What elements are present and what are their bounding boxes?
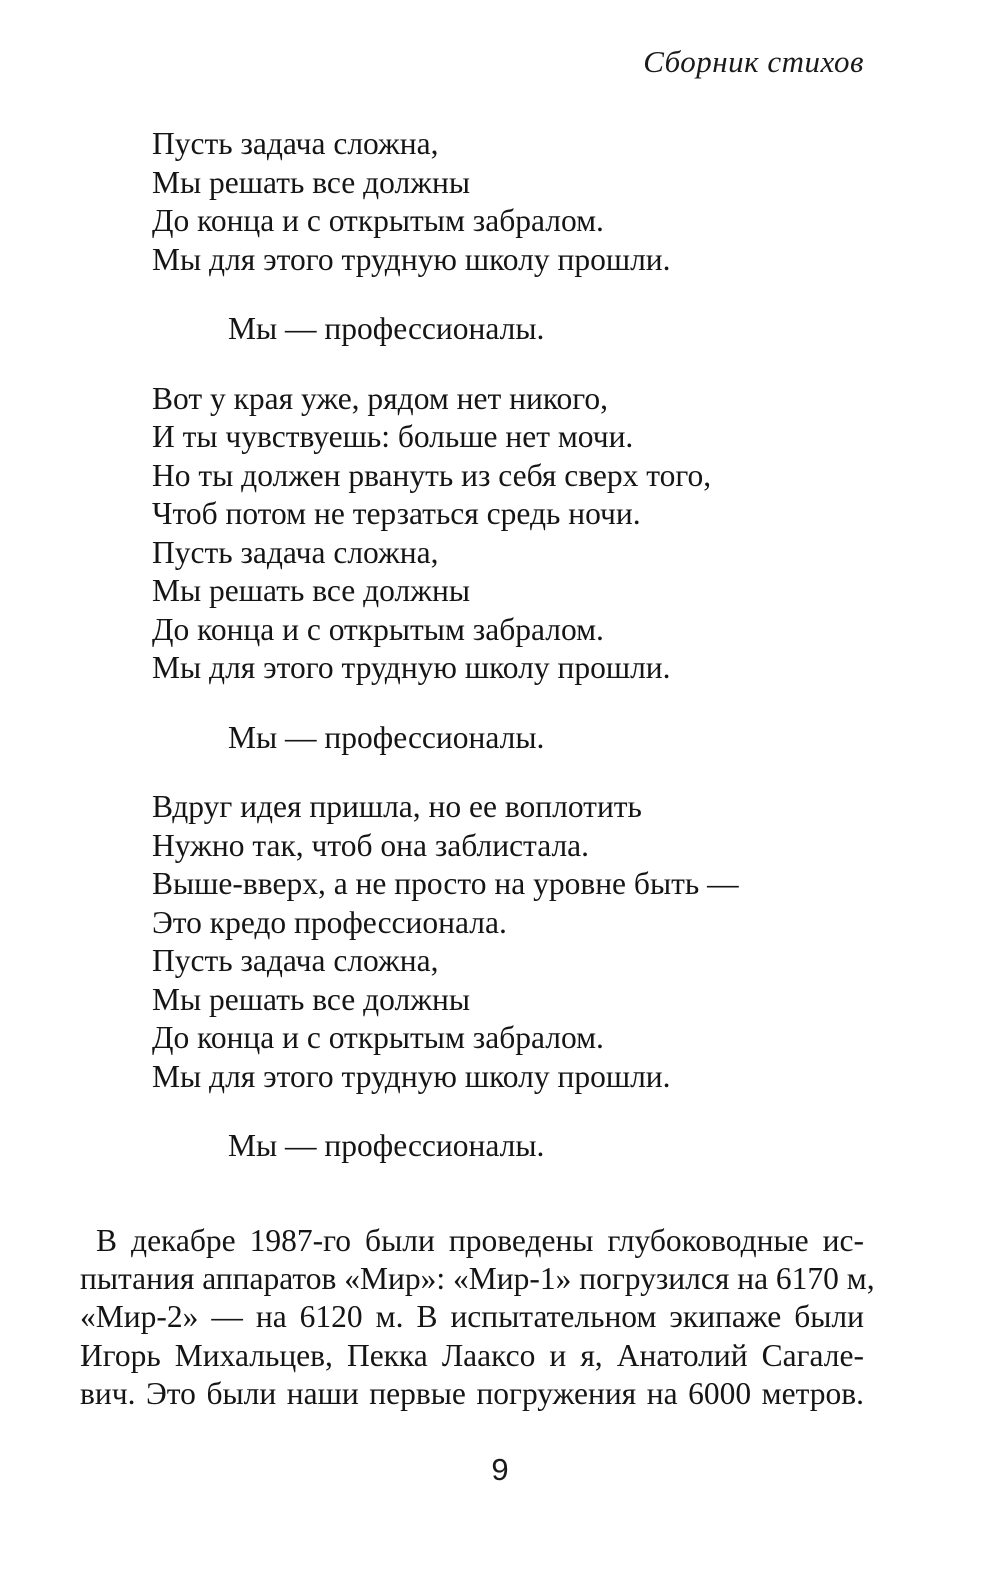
prose-line: В декабре 1987-го были проведены глубоководные ис- — [96, 1223, 864, 1258]
poem-line: Чтоб потом не терзаться средь ночи. — [152, 496, 641, 531]
poem-line: Но ты должен рвануть из себя сверх того, — [152, 457, 712, 493]
poem-stanza-1 — [152, 125, 872, 279]
poem-line: Мы решать все должны — [152, 164, 470, 200]
poem-line: Вдруг идея пришла, но ее воплотить — [152, 789, 642, 824]
page-number: 9 — [491, 1452, 509, 1487]
poem-line: Мы для этого трудную школу прошли. — [152, 650, 671, 685]
poem — [152, 125, 872, 1197]
poem-line: До конца и с открытым забралом. — [152, 203, 604, 238]
poem-line: Мы для этого трудную школу прошли. — [152, 1058, 671, 1094]
poem-line: И ты чувствуешь: больше нет мочи. — [152, 419, 634, 454]
poem-stanza-3 — [152, 788, 872, 1096]
poem-line: Пусть задача сложна, — [152, 126, 439, 161]
poem-refrain: Мы — профессионалы. — [228, 1128, 545, 1163]
poem-refrain: Мы — профессионалы. — [228, 719, 545, 755]
running-header-title: Сборник стихов — [643, 44, 864, 79]
prose-line: пытания аппаратов «Мир»: «Мир-1» погрузился на 6170 м, — [80, 1261, 875, 1297]
poem-refrain: Мы — профессионалы. — [228, 311, 545, 346]
prose-paragraph — [80, 1222, 875, 1413]
poem-line: До конца и с открытым забралом. — [152, 611, 604, 647]
poem-line: Мы решать все должны — [152, 981, 470, 1017]
poem-line: Пусть задача сложна, — [152, 943, 439, 978]
poem-line: Мы для этого трудную школу прошли. — [152, 241, 671, 277]
prose-line: Игорь Михальцев, Пекка Лааксо и я, Анатолий Сагале- — [80, 1337, 864, 1373]
poem-line: Это кредо профессионала. — [152, 904, 507, 940]
poem-line: Мы решать все должны — [152, 573, 470, 608]
poem-line: До конца и с открытым забралом. — [152, 1020, 604, 1055]
poem-stanza-2 — [152, 380, 872, 688]
poem-line: Пусть задача сложна, — [152, 534, 439, 570]
poem-line: Нужно так, чтоб она заблистала. — [152, 827, 590, 863]
poem-line: Вот у края уже, рядом нет никого, — [152, 380, 609, 416]
prose-line: «Мир-2» — на 6120 м. В испытательном экипаже были — [80, 1299, 864, 1335]
poem-line: Выше-вверх, а не просто на уровне быть — — [152, 866, 739, 901]
prose-line: вич. Это были наши первые погружения на 6000 метров. — [80, 1375, 864, 1411]
